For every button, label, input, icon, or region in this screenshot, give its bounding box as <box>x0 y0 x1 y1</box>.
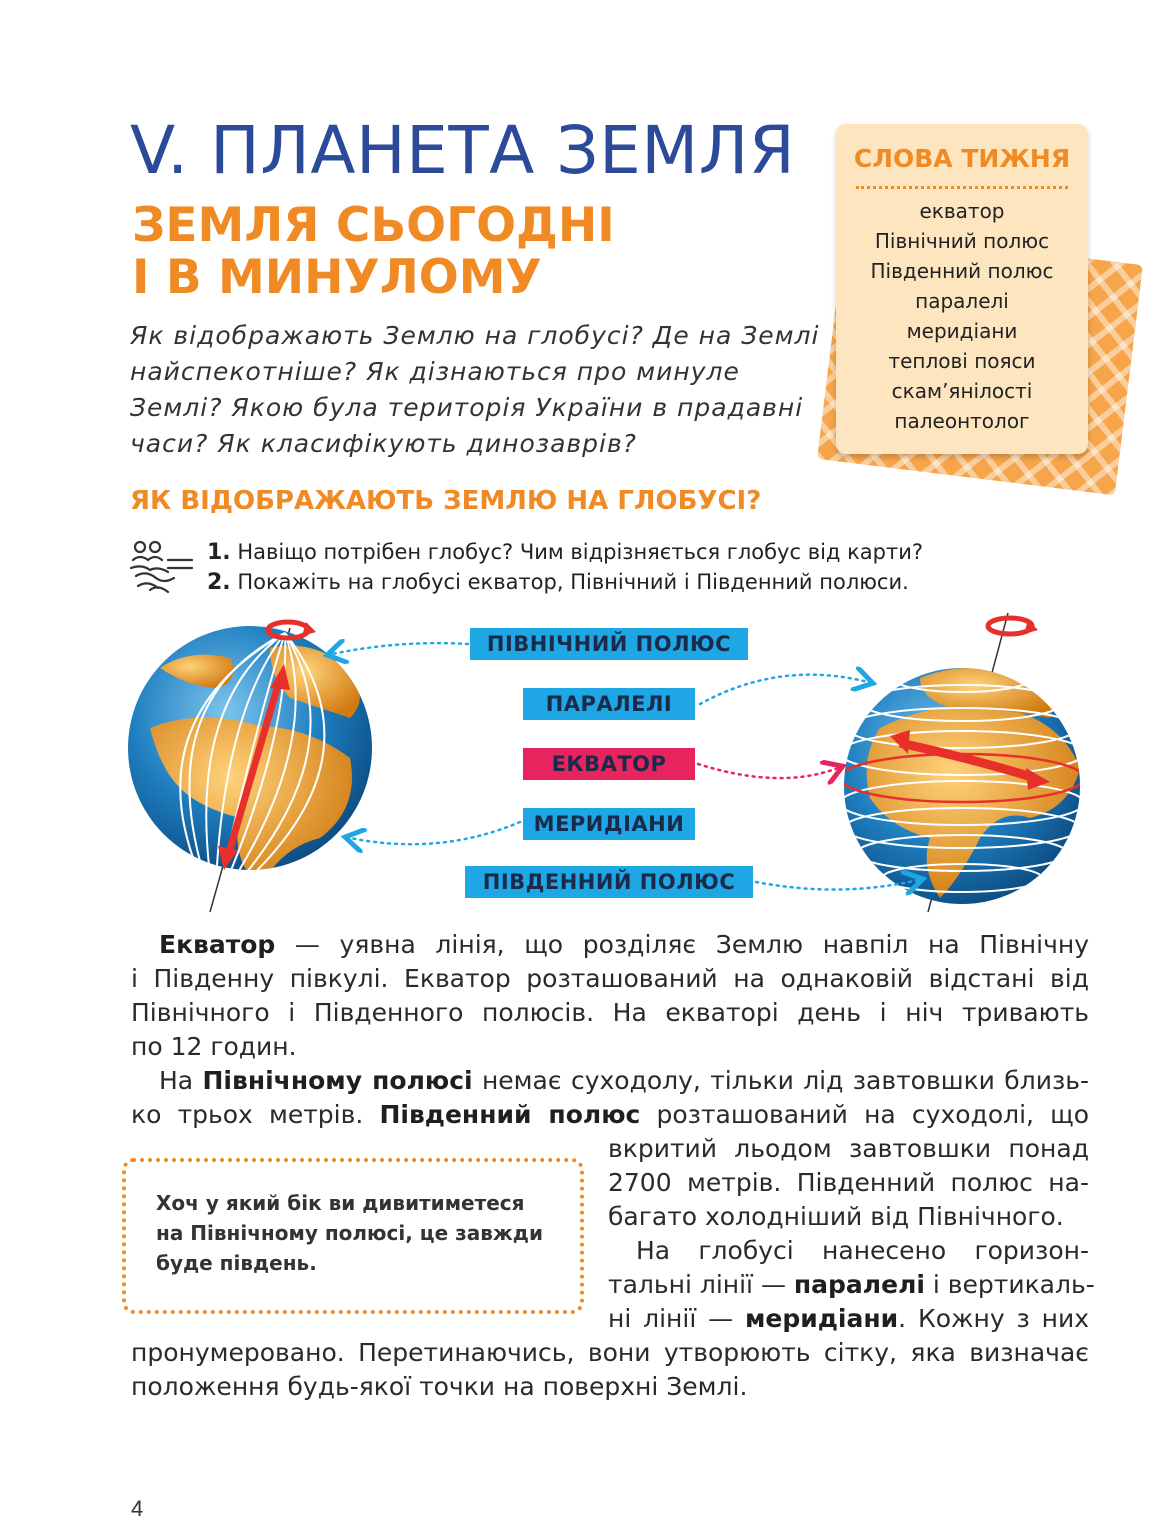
text-run: ко трьох метрів. <box>131 1100 380 1129</box>
question-2 <box>207 570 909 595</box>
fun-fact-box <box>122 1158 584 1314</box>
text-line: 2700 метрів. Південний полюс на- <box>608 1168 1089 1197</box>
left-globe <box>128 622 372 912</box>
text-line <box>608 1302 1089 1336</box>
term-south-pole: Південний полюс <box>379 1100 641 1129</box>
paragraph-grid <box>131 1336 1089 1404</box>
paragraph-poles-cont <box>608 1132 1095 1336</box>
equator-label: ЕКВАТОР <box>523 748 695 780</box>
word-item: екватор <box>919 199 1005 223</box>
question-text: Покажіть на глобусі екватор, Північний і Південний полюси. <box>230 570 909 594</box>
word-item: скам’янілості <box>891 379 1033 403</box>
globes-figure <box>120 608 1120 918</box>
term-equator: Екватор <box>159 930 276 959</box>
north-pole-label: ПІВНІЧНИЙ ПОЛЮС <box>470 628 748 660</box>
word-item: Південний полюс <box>870 259 1054 283</box>
section-title-line2: І В МИНУЛОМУ <box>132 250 542 305</box>
text-run: і вертикаль- <box>924 1270 1095 1299</box>
parallels-label: ПАРАЛЕЛІ <box>523 688 695 720</box>
section-title-line1: ЗЕМЛЯ СЬОГОДНІ <box>132 198 615 253</box>
south-pole-label: ПІВДЕННИЙ ПОЛЮС <box>465 866 753 898</box>
word-item: палеонтолог <box>894 409 1030 433</box>
words-of-week-box <box>836 124 1088 454</box>
subsection-title: ЯК ВІДОБРАЖАЮТЬ ЗЕМЛЮ НА ГЛОБУСІ? <box>130 486 762 516</box>
text-line: Північного і Південного полюсів. На екваторі день і ніч тривають <box>131 998 1089 1027</box>
text-line: положення будь-якої точки на поверхні Землі. <box>131 1372 748 1401</box>
text-line <box>131 1098 1089 1132</box>
term-north-pole: Північному полюсі <box>202 1066 473 1095</box>
meridians-label: МЕРИДІАНИ <box>523 808 695 840</box>
paragraph-equator <box>131 928 1089 1064</box>
text-run: немає суходолу, тільки лід завтовшки близь- <box>472 1066 1089 1095</box>
text-line: пронумеровано. Перетинаючись, вони утворюють сітку, яка визначає <box>131 1338 1089 1367</box>
fact-line: Хоч у який бік ви дивитиметеся <box>156 1191 525 1215</box>
text-line: На глобусі нанесено горизон- <box>636 1236 1089 1265</box>
intro-line: Як відображають Землю на глобусі? Де на Землі <box>130 321 820 350</box>
intro-line: часи? Як класифікують динозаврів? <box>130 429 637 458</box>
fact-line: на Північному полюсі, це завжди <box>156 1221 543 1245</box>
text-run: розташований на суходолі, що <box>640 1100 1090 1129</box>
word-item: теплові пояси <box>888 349 1036 373</box>
words-list <box>836 196 1088 436</box>
intro-questions <box>130 318 820 462</box>
fun-fact-text <box>156 1188 556 1278</box>
paragraph-poles <box>131 1064 1089 1132</box>
text-line <box>131 928 1089 962</box>
text-run: ні лінії — <box>608 1304 745 1333</box>
intro-line: Землі? Якою була територія України в прадавні <box>130 393 804 422</box>
word-item: паралелі <box>915 289 1009 313</box>
word-item: Північний полюс <box>874 229 1050 253</box>
chapter-title: V. ПЛАНЕТА ЗЕМЛЯ <box>130 112 796 189</box>
fact-line: буде південь. <box>156 1251 317 1275</box>
text-run: тальні лінії — <box>608 1270 794 1299</box>
term-meridians: меридіани <box>744 1304 899 1333</box>
right-globe <box>840 613 1084 912</box>
question-number: 1. <box>207 540 231 565</box>
question-number: 2. <box>207 570 231 595</box>
text-line: вкритий льодом завтовшки понад <box>608 1134 1089 1163</box>
words-divider <box>856 186 1068 189</box>
page-number: 4 <box>131 1496 144 1521</box>
question-text: Навіщо потрібен глобус? Чим відрізняється глобус від карти? <box>230 540 924 564</box>
text-line: і Південну півкулі. Екватор розташований на однаковій відстані від <box>131 964 1089 993</box>
text-line: по 12 годин. <box>131 1032 297 1061</box>
text-line: багато холодніший від Північного. <box>608 1202 1064 1231</box>
text-line <box>608 1268 1095 1302</box>
text-line <box>131 1064 1089 1098</box>
group-work-icon <box>128 538 194 598</box>
word-item: меридіани <box>906 319 1018 343</box>
text-run: На <box>159 1066 203 1095</box>
text-run: . Кожну з них <box>898 1304 1089 1333</box>
intro-line: найспекотніше? Як дізнаються про минуле <box>130 357 740 386</box>
words-of-week-title: СЛОВА ТИЖНЯ <box>853 144 1071 173</box>
text-run: — уявна лінія, що розділяє Землю навпіл на Північну <box>275 930 1089 959</box>
term-parallels: паралелі <box>793 1270 925 1299</box>
question-1 <box>207 540 923 565</box>
